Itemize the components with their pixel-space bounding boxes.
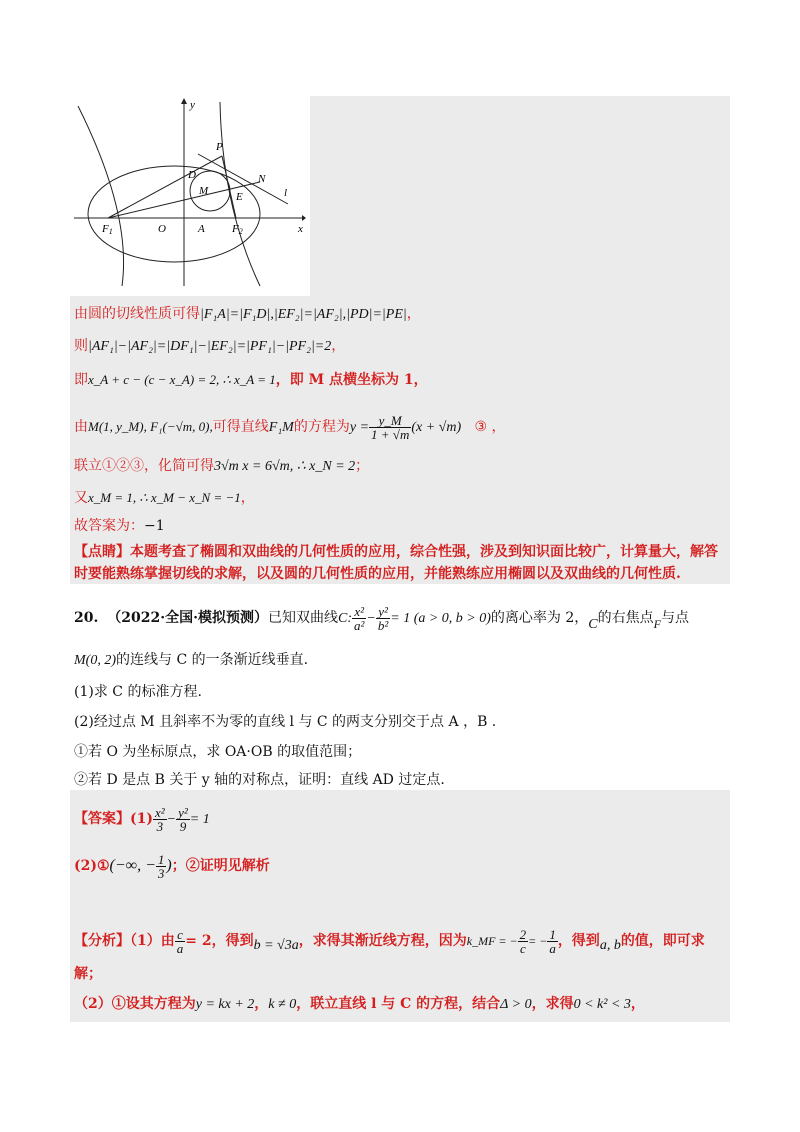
fraction-2-c (518, 928, 529, 955)
fraction-1-a (547, 928, 558, 955)
solution-line-4 (74, 410, 505, 444)
problem-stem-line-2 (74, 650, 308, 671)
denominator: 1 + √m (371, 426, 410, 442)
text: ，得到 (557, 933, 600, 949)
numerator: c (175, 928, 186, 942)
label-y: y (190, 99, 195, 111)
text: 由圆的切线性质可得 (74, 306, 200, 322)
denominator: 9 (179, 818, 187, 834)
text: ，联立直线 l 与 C 的方程，结合 (296, 996, 501, 1012)
text: 的连线与 C 的一条渐近线垂直. (116, 652, 309, 668)
math: = − (528, 934, 548, 948)
question-2 (74, 712, 496, 732)
answer-line-2 (74, 846, 270, 886)
text: 的离心率为 2， (490, 610, 589, 626)
text: (1) (130, 811, 153, 827)
label-x: x (298, 223, 303, 235)
math: k ≠ 0 (268, 997, 297, 1012)
math: x_A + c − (c − x_A) = 2, ∴ x_A = 1 (88, 372, 276, 387)
solution-line-5 (74, 456, 369, 477)
denominator: a² (353, 617, 365, 633)
fraction-y2-9 (176, 806, 190, 833)
math: Δ > 0 (500, 997, 532, 1012)
math: y = (349, 420, 370, 435)
text: ， (240, 490, 255, 506)
text: （1）由 (130, 933, 175, 949)
solution-line-3 (74, 370, 428, 390)
text: 的方程为 (293, 419, 350, 435)
math: C (588, 617, 598, 632)
math: C: (337, 611, 352, 626)
math: b = √3a (253, 938, 299, 953)
numerator: 2 (519, 926, 527, 942)
math: k_MF = − (466, 934, 518, 948)
denominator: 3 (156, 818, 164, 834)
math: x_M = 1, ∴ x_M − x_N = −1 (88, 490, 241, 505)
numerator: y_M (369, 414, 411, 428)
label-f1: F1 (102, 223, 113, 236)
math: = 1 (189, 812, 210, 827)
label-p: P (216, 141, 223, 153)
text: 由 (74, 419, 88, 435)
solution-line-7 (74, 516, 165, 536)
text: （2）①设其方程为 (74, 996, 196, 1012)
label-m: M (199, 185, 209, 197)
fraction (369, 414, 411, 441)
label-o: O (158, 223, 166, 235)
denominator: a (549, 940, 556, 956)
problem-source: （2022·全国·模拟预测） (107, 610, 268, 626)
analysis-tag: 【分析】 (74, 933, 130, 949)
math: 3√m x = 6√m, ∴ x_N = 2 (214, 459, 356, 474)
fraction-c-a (175, 928, 186, 955)
denominator: b² (377, 617, 389, 633)
text: ， (406, 306, 421, 322)
answer-line-1: 【答案】(1) $\frac{\text{x²}}{3}$ − $\frac{\text{y²}}{9}$ = 1 (74, 804, 210, 834)
text: = 2，得到 (185, 933, 254, 949)
numerator: x² (155, 804, 165, 820)
math: −1 (144, 518, 165, 534)
text: (2)① (74, 858, 110, 874)
math: a, b (599, 938, 621, 953)
problem-stem-line-1: 20. （2022·全国·模拟预测）已知双曲线C: $\frac{\text{x²}}{\text{a²}}$ − $\frac{\text{y²}}{\text{b²}}$ = 1 (a > 0, b > 0)的离心率为 2，C的右焦点F与点 (74, 603, 689, 633)
math: = 1 (a > 0, b > 0) (390, 611, 491, 626)
fraction-1-3 (156, 853, 167, 880)
text: 的值，即可求 (620, 933, 705, 949)
note-line-2 (74, 564, 681, 584)
denominator: a (176, 940, 184, 956)
text: ， (630, 996, 645, 1012)
math: 0 < k² < 3 (573, 997, 631, 1012)
fraction-x2-a2 (352, 605, 366, 632)
text: (1)求 C 的标准方程. (74, 684, 202, 700)
answer-tag: 【答案】 (74, 811, 130, 827)
text: 即 (74, 372, 88, 388)
text: 则 (74, 338, 88, 354)
text: ； (355, 458, 370, 474)
text: ；②证明见解析 (171, 858, 270, 874)
analysis-line-3 (74, 994, 645, 1015)
label-e: E (236, 191, 243, 203)
text: 解； (74, 966, 102, 982)
numerator: y² (178, 804, 188, 820)
text: 可得直线 (212, 419, 269, 435)
text: ， (254, 996, 269, 1012)
math: F (653, 617, 661, 631)
denominator: 3 (157, 865, 165, 881)
text: ，求得其渐近线方程，因为 (298, 933, 467, 949)
label-a: A (198, 223, 205, 235)
text: 的右焦点 (597, 610, 654, 626)
solution-line-2 (74, 336, 345, 357)
question-2a (74, 742, 361, 762)
text: ②若 D 是点 B 关于 y 轴的对称点，证明：直线 AD 过定点. (74, 772, 445, 788)
text: ，即 M 点横坐标为 1， (275, 372, 428, 388)
text: (2)经过点 M 且斜率不为零的直线 l 与 C 的两支分别交于点 A ，B . (74, 714, 497, 730)
numerator: 1 (157, 851, 165, 867)
text: 联立①②③，化简可得 (74, 458, 214, 474)
numerator: 1 (549, 926, 556, 942)
tag: ③ (474, 419, 488, 435)
math: F₁M (268, 420, 294, 435)
text: 与点 (660, 610, 689, 626)
fraction-x2-3 (153, 806, 167, 833)
text: 本题考查了椭圆和双曲线的几何性质的应用，综合性强，涉及到知识面比较广，计算量大，解答 (130, 544, 718, 560)
math: |F₁A|=|F₁D|,|EF₂|=|AF₂|,|PD|=|PE| (200, 307, 407, 322)
math: (x + √m) (411, 420, 462, 435)
text: 已知双曲线 (267, 610, 338, 626)
text: ，求得 (531, 996, 574, 1012)
question-1 (74, 682, 202, 702)
math: M(1, y_M), F₁(−√m, 0), (88, 419, 213, 434)
label-f2: F2 (232, 223, 243, 236)
math: (−∞, − (109, 857, 156, 874)
note-tag: 【点睛】 (74, 544, 130, 560)
problem-number: 20. (74, 610, 99, 626)
question-2b (74, 770, 445, 790)
text: 又 (74, 490, 88, 506)
label-d: D (188, 169, 196, 181)
denominator: c (519, 940, 526, 956)
solution-line-1 (74, 304, 421, 325)
analysis-line-2 (74, 964, 102, 984)
text: 时要能熟练掌握切线的求解，以及圆的几何性质的应用，并能熟练应用椭圆以及双曲线的几何性质. (74, 566, 681, 582)
solution-line-6 (74, 488, 255, 508)
text: ， (331, 338, 346, 354)
math: ) (166, 857, 172, 874)
text: 故答案为： (74, 518, 144, 534)
label-l: l (284, 187, 288, 199)
text: ①若 O 为坐标原点，求 OA·OB 的取值范围； (74, 744, 362, 760)
geometry-figure (70, 96, 310, 296)
numerator: y² (376, 605, 390, 619)
text: ， (491, 419, 506, 435)
math: |AF₁|−|AF₂|=|DF₁|−|EF₂|=|PF₁|−|PF₂|=2 (88, 339, 332, 354)
label-n: N (258, 173, 266, 185)
numerator: x² (352, 605, 366, 619)
note-line-1 (74, 542, 718, 562)
math: M(0, 2) (74, 653, 116, 668)
math: y = kx + 2 (195, 997, 255, 1012)
fraction-y2-b2 (376, 605, 390, 632)
analysis-line-1 (74, 924, 705, 958)
